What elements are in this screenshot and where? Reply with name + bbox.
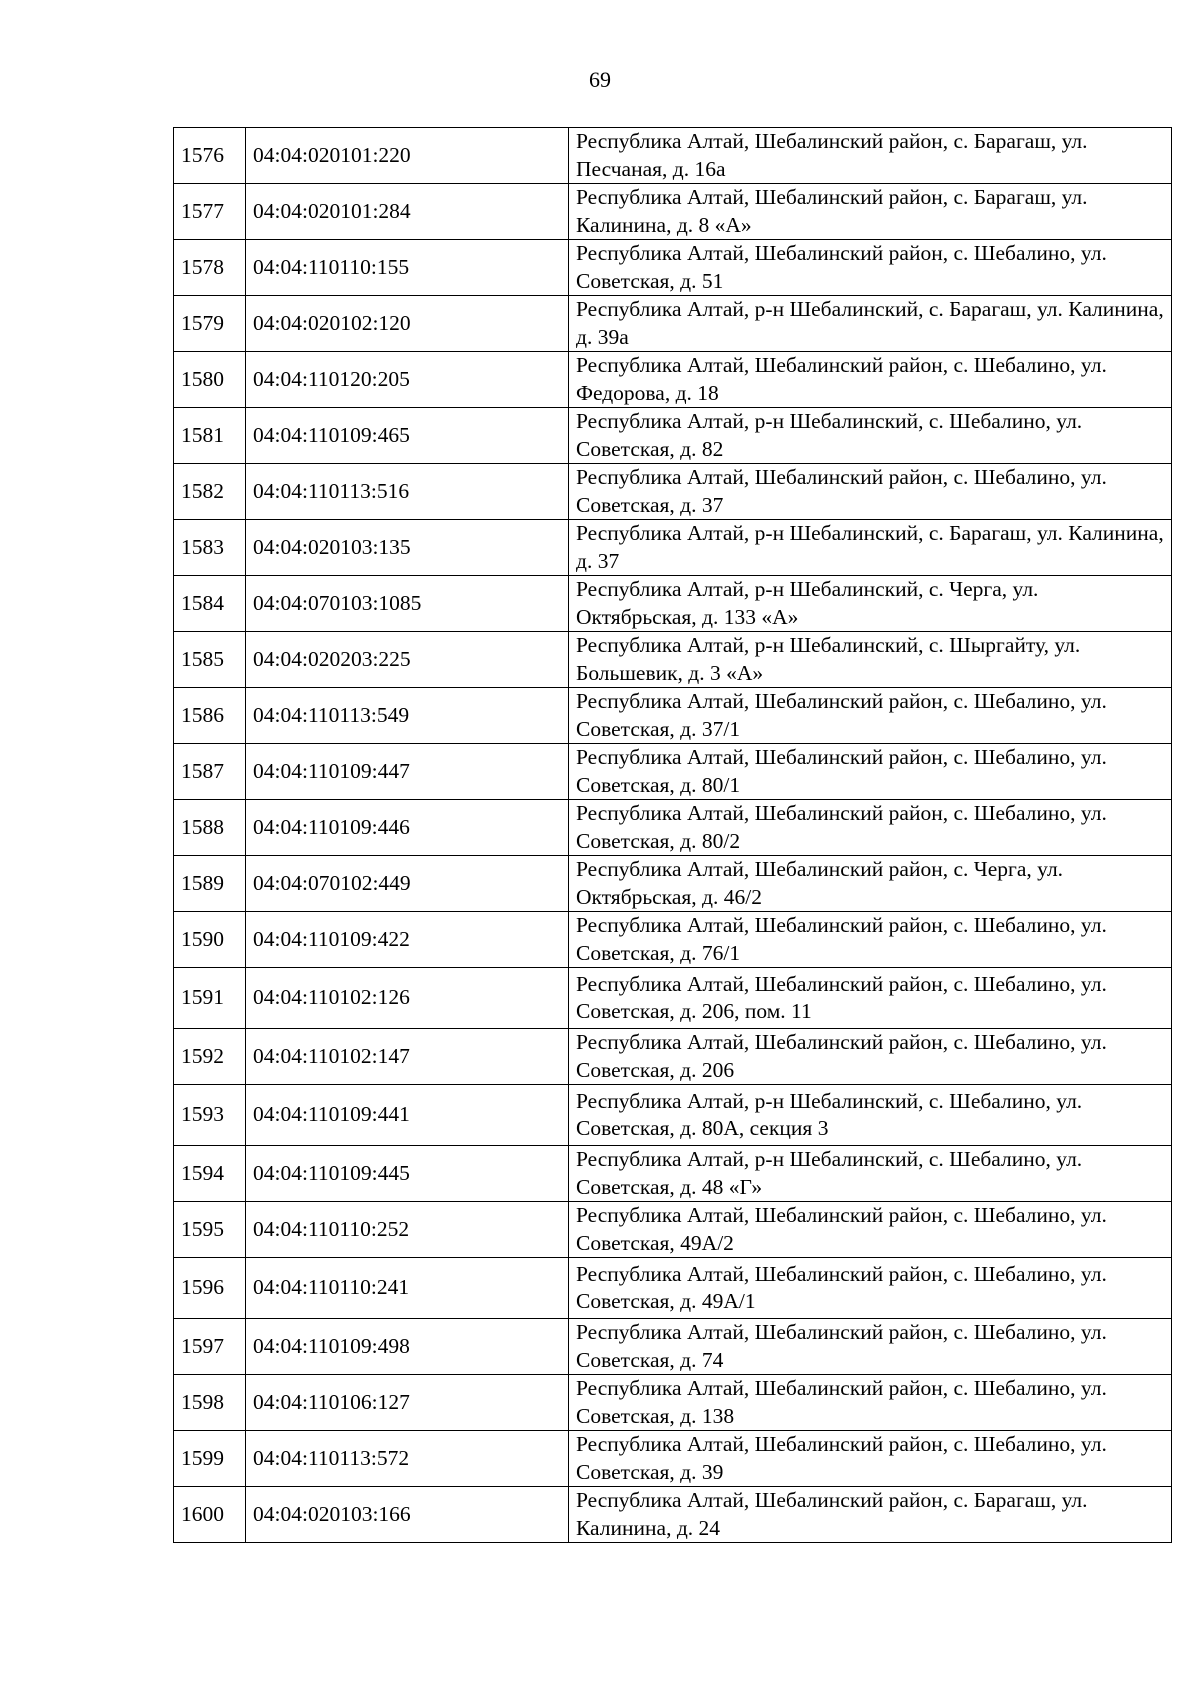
table-row (174, 128, 1172, 184)
table-row (174, 1431, 1172, 1487)
cadastral-number: 04:04:110102:126 (246, 968, 569, 1029)
row-number: 1596 (174, 1258, 246, 1319)
table-row (174, 408, 1172, 464)
cadastral-number: 04:04:110113:516 (246, 464, 569, 520)
address: Республика Алтай, р-н Шебалинский, с. Шебалино, ул. Советская, д. 82 (569, 408, 1172, 464)
row-number: 1579 (174, 296, 246, 352)
cadastral-number: 04:04:110109:447 (246, 744, 569, 800)
table-row (174, 632, 1172, 688)
table-row (174, 856, 1172, 912)
address: Республика Алтай, Шебалинский район, с. Черга, ул. Октябрьская, д. 46/2 (569, 856, 1172, 912)
address: Республика Алтай, Шебалинский район, с. Шебалино, ул. Советская, д. 39 (569, 1431, 1172, 1487)
table-row (174, 464, 1172, 520)
cadastral-number: 04:04:110110:241 (246, 1258, 569, 1319)
row-number: 1582 (174, 464, 246, 520)
cadastral-number: 04:04:110120:205 (246, 352, 569, 408)
row-number: 1594 (174, 1146, 246, 1202)
address: Республика Алтай, Шебалинский район, с. Шебалино, ул. Советская, д. 206, пом. 11 (569, 968, 1172, 1029)
table-row (174, 1202, 1172, 1258)
address: Республика Алтай, Шебалинский район, с. Шебалино, ул. Советская, д. 80/1 (569, 744, 1172, 800)
table-row (174, 800, 1172, 856)
table-row (174, 1085, 1172, 1146)
address: Республика Алтай, Шебалинский район, с. Шебалино, ул. Советская, 49А/2 (569, 1202, 1172, 1258)
row-number: 1587 (174, 744, 246, 800)
address: Республика Алтай, Шебалинский район, с. Барагаш, ул. Калинина, д. 24 (569, 1487, 1172, 1543)
address: Республика Алтай, Шебалинский район, с. Шебалино, ул. Советская, д. 49А/1 (569, 1258, 1172, 1319)
cadastral-number: 04:04:110109:441 (246, 1085, 569, 1146)
cadastral-number: 04:04:110110:252 (246, 1202, 569, 1258)
cadastral-number: 04:04:020103:166 (246, 1487, 569, 1543)
address: Республика Алтай, Шебалинский район, с. Шебалино, ул. Советская, д. 206 (569, 1029, 1172, 1085)
cadastral-number: 04:04:110109:446 (246, 800, 569, 856)
row-number: 1595 (174, 1202, 246, 1258)
table-row (174, 1146, 1172, 1202)
address: Республика Алтай, Шебалинский район, с. Барагаш, ул. Песчаная, д. 16а (569, 128, 1172, 184)
address: Республика Алтай, р-н Шебалинский, с. Черга, ул. Октябрьская, д. 133 «А» (569, 576, 1172, 632)
table-row (174, 240, 1172, 296)
table-row (174, 184, 1172, 240)
cadastral-number: 04:04:110113:572 (246, 1431, 569, 1487)
address: Республика Алтай, Шебалинский район, с. Шебалино, ул. Советская, д. 37/1 (569, 688, 1172, 744)
cadastral-number: 04:04:020203:225 (246, 632, 569, 688)
row-number: 1600 (174, 1487, 246, 1543)
row-number: 1577 (174, 184, 246, 240)
address: Республика Алтай, Шебалинский район, с. Шебалино, ул. Советская, д. 37 (569, 464, 1172, 520)
table-row (174, 296, 1172, 352)
cadastral-number: 04:04:020101:284 (246, 184, 569, 240)
page-number: 69 (589, 67, 611, 92)
cadastral-number: 04:04:110113:549 (246, 688, 569, 744)
row-number: 1598 (174, 1375, 246, 1431)
cadastral-number: 04:04:110109:422 (246, 912, 569, 968)
address: Республика Алтай, р-н Шебалинский, с. Шыргайту, ул. Большевик, д. 3 «А» (569, 632, 1172, 688)
property-registry-table (173, 127, 1172, 1543)
row-number: 1591 (174, 968, 246, 1029)
cadastral-number: 04:04:070102:449 (246, 856, 569, 912)
table-row (174, 520, 1172, 576)
cadastral-number: 04:04:020101:220 (246, 128, 569, 184)
row-number: 1597 (174, 1319, 246, 1375)
address: Республика Алтай, р-н Шебалинский, с. Барагаш, ул. Калинина, д. 39а (569, 296, 1172, 352)
address: Республика Алтай, Шебалинский район, с. Шебалино, ул. Советская, д. 138 (569, 1375, 1172, 1431)
row-number: 1588 (174, 800, 246, 856)
row-number: 1580 (174, 352, 246, 408)
address: Республика Алтай, р-н Шебалинский, с. Шебалино, ул. Советская, д. 48 «Г» (569, 1146, 1172, 1202)
address: Республика Алтай, р-н Шебалинский, с. Шебалино, ул. Советская, д. 80А, секция 3 (569, 1085, 1172, 1146)
row-number: 1590 (174, 912, 246, 968)
row-number: 1593 (174, 1085, 246, 1146)
row-number: 1581 (174, 408, 246, 464)
table-row (174, 352, 1172, 408)
table-row (174, 744, 1172, 800)
table-row (174, 968, 1172, 1029)
cadastral-number: 04:04:110109:498 (246, 1319, 569, 1375)
table-row (174, 1487, 1172, 1543)
cadastral-number: 04:04:110110:155 (246, 240, 569, 296)
row-number: 1578 (174, 240, 246, 296)
table-body (174, 128, 1172, 1543)
row-number: 1583 (174, 520, 246, 576)
cadastral-number: 04:04:020102:120 (246, 296, 569, 352)
row-number: 1586 (174, 688, 246, 744)
cadastral-number: 04:04:110109:445 (246, 1146, 569, 1202)
cadastral-number: 04:04:110106:127 (246, 1375, 569, 1431)
table-row (174, 912, 1172, 968)
address: Республика Алтай, Шебалинский район, с. Шебалино, ул. Советская, д. 51 (569, 240, 1172, 296)
address: Республика Алтай, Шебалинский район, с. Шебалино, ул. Советская, д. 76/1 (569, 912, 1172, 968)
table-row (174, 1375, 1172, 1431)
row-number: 1589 (174, 856, 246, 912)
table-row (174, 1258, 1172, 1319)
address: Республика Алтай, Шебалинский район, с. Шебалино, ул. Советская, д. 74 (569, 1319, 1172, 1375)
cadastral-number: 04:04:020103:135 (246, 520, 569, 576)
row-number: 1584 (174, 576, 246, 632)
row-number: 1599 (174, 1431, 246, 1487)
row-number: 1576 (174, 128, 246, 184)
row-number: 1592 (174, 1029, 246, 1085)
table-row (174, 688, 1172, 744)
table-row (174, 576, 1172, 632)
table-row (174, 1029, 1172, 1085)
cadastral-number: 04:04:110109:465 (246, 408, 569, 464)
cadastral-number: 04:04:110102:147 (246, 1029, 569, 1085)
cadastral-number: 04:04:070103:1085 (246, 576, 569, 632)
address: Республика Алтай, Шебалинский район, с. Барагаш, ул. Калинина, д. 8 «А» (569, 184, 1172, 240)
table-row (174, 1319, 1172, 1375)
row-number: 1585 (174, 632, 246, 688)
address: Республика Алтай, Шебалинский район, с. Шебалино, ул. Советская, д. 80/2 (569, 800, 1172, 856)
address: Республика Алтай, Шебалинский район, с. Шебалино, ул. Федорова, д. 18 (569, 352, 1172, 408)
address: Республика Алтай, р-н Шебалинский, с. Барагаш, ул. Калинина, д. 37 (569, 520, 1172, 576)
